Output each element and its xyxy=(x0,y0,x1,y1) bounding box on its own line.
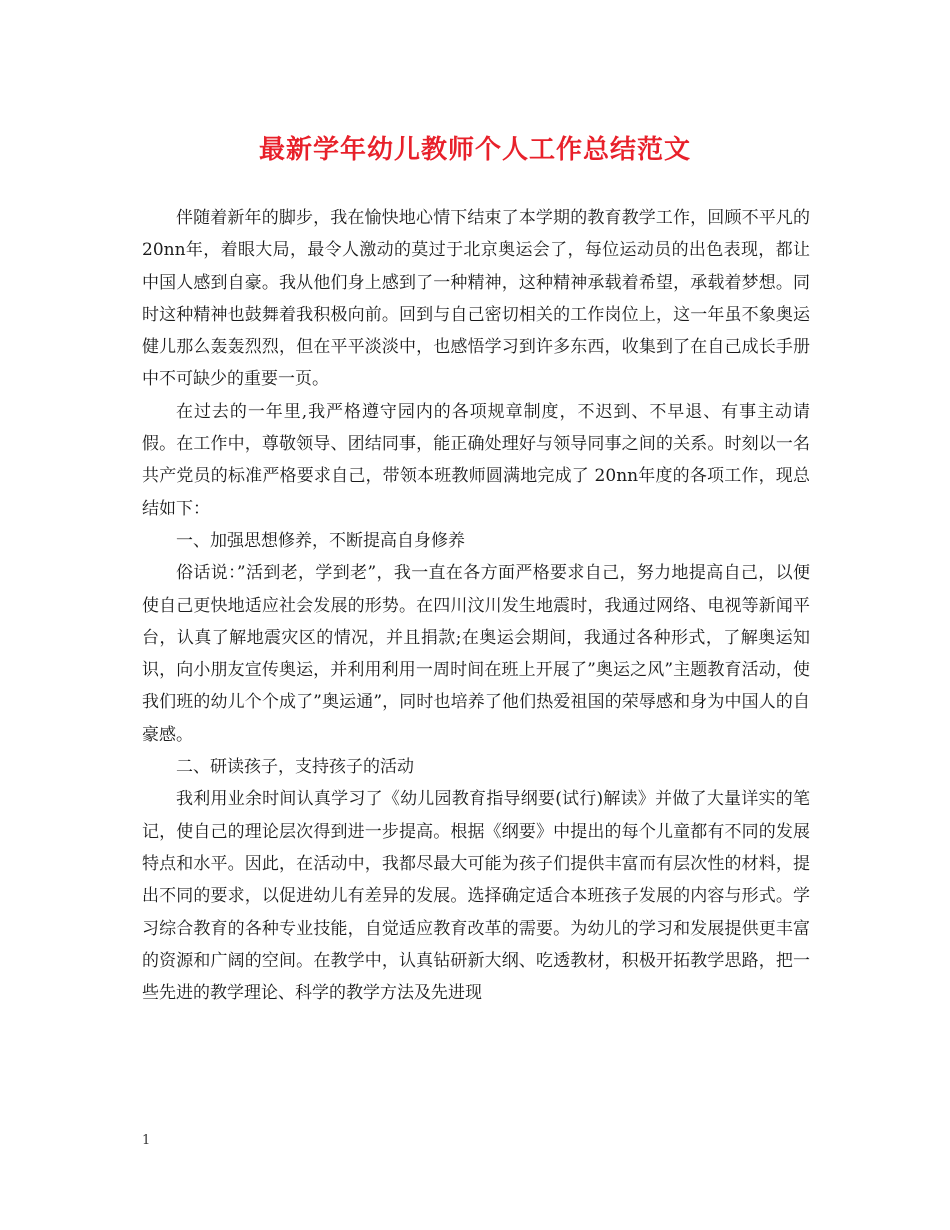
paragraph-discipline: 在过去的一年里,我严格遵守园内的各项规章制度，不迟到、不早退、有事主动请假。在工作中，尊敬领导、团结同事，能正确处理好与领导同事之间的关系。时刻以一名共产党员的标准严格要求自己，带领本班教师圆满地完成了 20nn年度的各项工作，现总结如下： xyxy=(142,401,810,519)
section-heading-2: 二、研读孩子，支持孩子的活动 xyxy=(176,757,414,778)
paragraph-intro: 伴随着新年的脚步，我在愉快地心情下结束了本学期的教育教学工作，回顾不平凡的20nn年，着眼大局，最令人激动的莫过于北京奥运会了，每位运动员的出色表现，都让中国人感到自豪。我从他们身上感到了一种精神，这种精神承载着希望，承载着梦想。同时这种精神也鼓舞着我积极向前。回到与自己密切相关的工作岗位上，这一年虽不象奥运健儿那么轰轰烈烈，但在平平淡淡中，也感悟学习到许多东西，收集到了在自己成长手册中不可缺少的重要一页。 xyxy=(142,208,810,390)
page-number: 1 xyxy=(142,1133,151,1148)
document-title: 最新学年幼儿教师个人工作总结范文 xyxy=(258,135,691,165)
section-heading-1: 一、加强思想修养，不断提高自身修养 xyxy=(176,530,465,551)
paragraph-section-1: 俗话说：”活到老，学到老”，我一直在各方面严格要求自己，努力地提高自己，以便使自己更快地适应社会发展的形势。在四川汶川发生地震时，我通过网络、电视等新闻平台，认真了解地震灾区的情况，并且捐款;在奥运会期间，我通过各种形式，了解奥运知识，向小朋友宣传奥运，并利用利用一周时间在班上开展了”奥运之风”主题教育活动，使我们班的幼儿个个成了”奥运通”，同时也培养了他们热爱祖国的荣辱感和身为中国人的自豪感。 xyxy=(142,563,810,745)
document-body xyxy=(142,202,810,1009)
paragraph-section-2: 我利用业余时间认真学习了《幼儿园教育指导纲要(试行)解读》并做了大量详实的笔记，使自己的理论层次得到进一步提高。根据《纲要》中提出的每个儿童都有不同的发展特点和水平。因此，在活动中，我都尽最大可能为孩子们提供丰富而有层次性的材料，提出不同的要求，以促进幼儿有差异的发展。选择确定适合本班孩子发展的内容与形式。学习综合教育的各种专业技能，自觉适应教育改革的需要。为幼儿的学习和发展提供更丰富的资源和广阔的空间。在教学中，认真钻研新大纲、吃透教材，积极开拓教学思路，把一些先进的教学理论、科学的教学方法及先进现 xyxy=(142,789,810,1004)
